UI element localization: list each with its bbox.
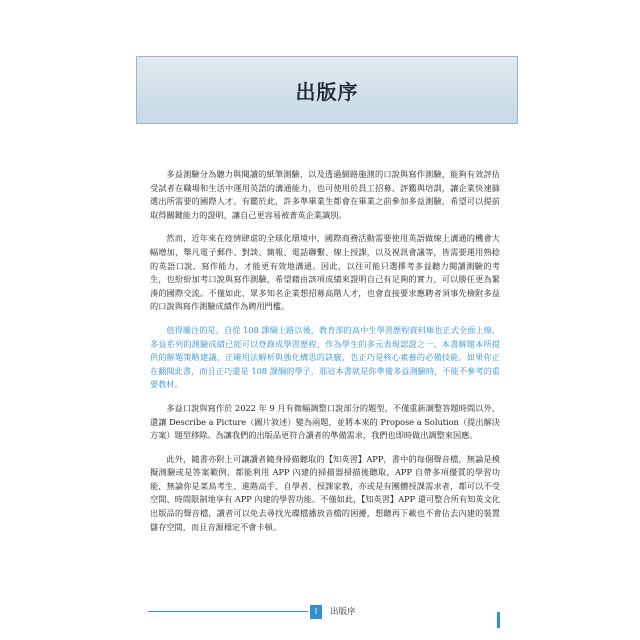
footer-rule [148,611,308,612]
body-text [150,168,500,544]
footer-section-label: 出版序 [330,607,356,617]
title-banner [136,56,518,124]
page-footer [0,602,640,622]
page-number: I [310,605,322,619]
page-title: 出版序 [295,79,359,104]
paragraph-2: 然而，近年來在疫情肆虐的全球化環境中，國際商務活動需要使用英語做線上溝通的機會大幅增加，舉凡電子郵件、對談、簡報、電話聯繫、線上授課，以及視訊會議等，皆需要運用熟稔的英語口說、寫作能力，才能更有效地溝通。因此，以往可能只選擇考多益聽力閱讀測驗的考生，也紛紛加考口說與寫作測驗，希望藉由該項成績來證明自己有足夠的實力，可以勝任更為緊湊的國際交流。不僅如此，眾多知名企業想招募高階人才，也會直接要求應聘者須事先檢附多益的口說與寫作測驗成績作為聘用門檻。 [150,233,500,312]
paragraph-3-highlight: 值得關注的是，自從 108 課綱上路以後，教育部的高中生學習歷程資料庫也正式全面上線，多益系列的測驗成績已經可以登錄成學習歷程，作為學生的多元表現認證之一。本書解題本所提供的解題策略建議、正確用法解析與強化構思的訣竅，也正巧是核心素養的必備技能。如果你正在翻閱此書，而且正巧還是 108 課綱的學子，那這本書就是你準備多益測驗時，不能不參考的重要教材。 [150,324,500,390]
margin-accent-bar [497,612,500,628]
paragraph-1: 多益測驗分為聽力與閱讀的紙筆測驗，以及透過網路施測的口說與寫作測驗，能夠有效評估受試者在職場和生活中運用英語的溝通能力，也可使用於員工招募、評鑑與培訓，讓企業快速篩選出所需要的國際人才。有鑑於此，許多準畢業生都會在畢業之前參加多益測驗，希望可以提前取得關鍵能力的證明，讓自己更容易被菁英企業識別。 [150,169,500,220]
paragraph-5: 此外，隨書亦附上可讓讀者隨身掃描聽取的【知英習】APP，書中的每個聲音檔，無論是模擬測驗或是答案範例，都能利用 APP 內建的掃描器掃描後聽取，APP 自帶多項優質的學習功能，無論你是菜鳥考生、進階高手、自學者、授課家教，亦或是有團體授課需求者，都可以不受空間、時間限制地享有 APP 內建的學習功能。不僅如此，【知英習】APP 還可整合所有知英文化出版品的聲音檔，讀者可以免去尋找光碟檔播放音檔的困擾，想聽再下載也不會佔去內建的裝置儲存空間，而且音源穩定不會卡頓。 [150,453,500,532]
paragraph-4: 多益口說與寫作於 2022 年 9 月有微幅調整口說部分的題型，不僅重新調整答題時間以外，還讓 Describe a Picture（圖片敘述）變為兩題，並將本來的 Propose a Solution（提出解決方案）題型移除。為讓我們的出版品更符合讀者的準備需求，我們也即時做出調整來因應。 [150,402,500,441]
